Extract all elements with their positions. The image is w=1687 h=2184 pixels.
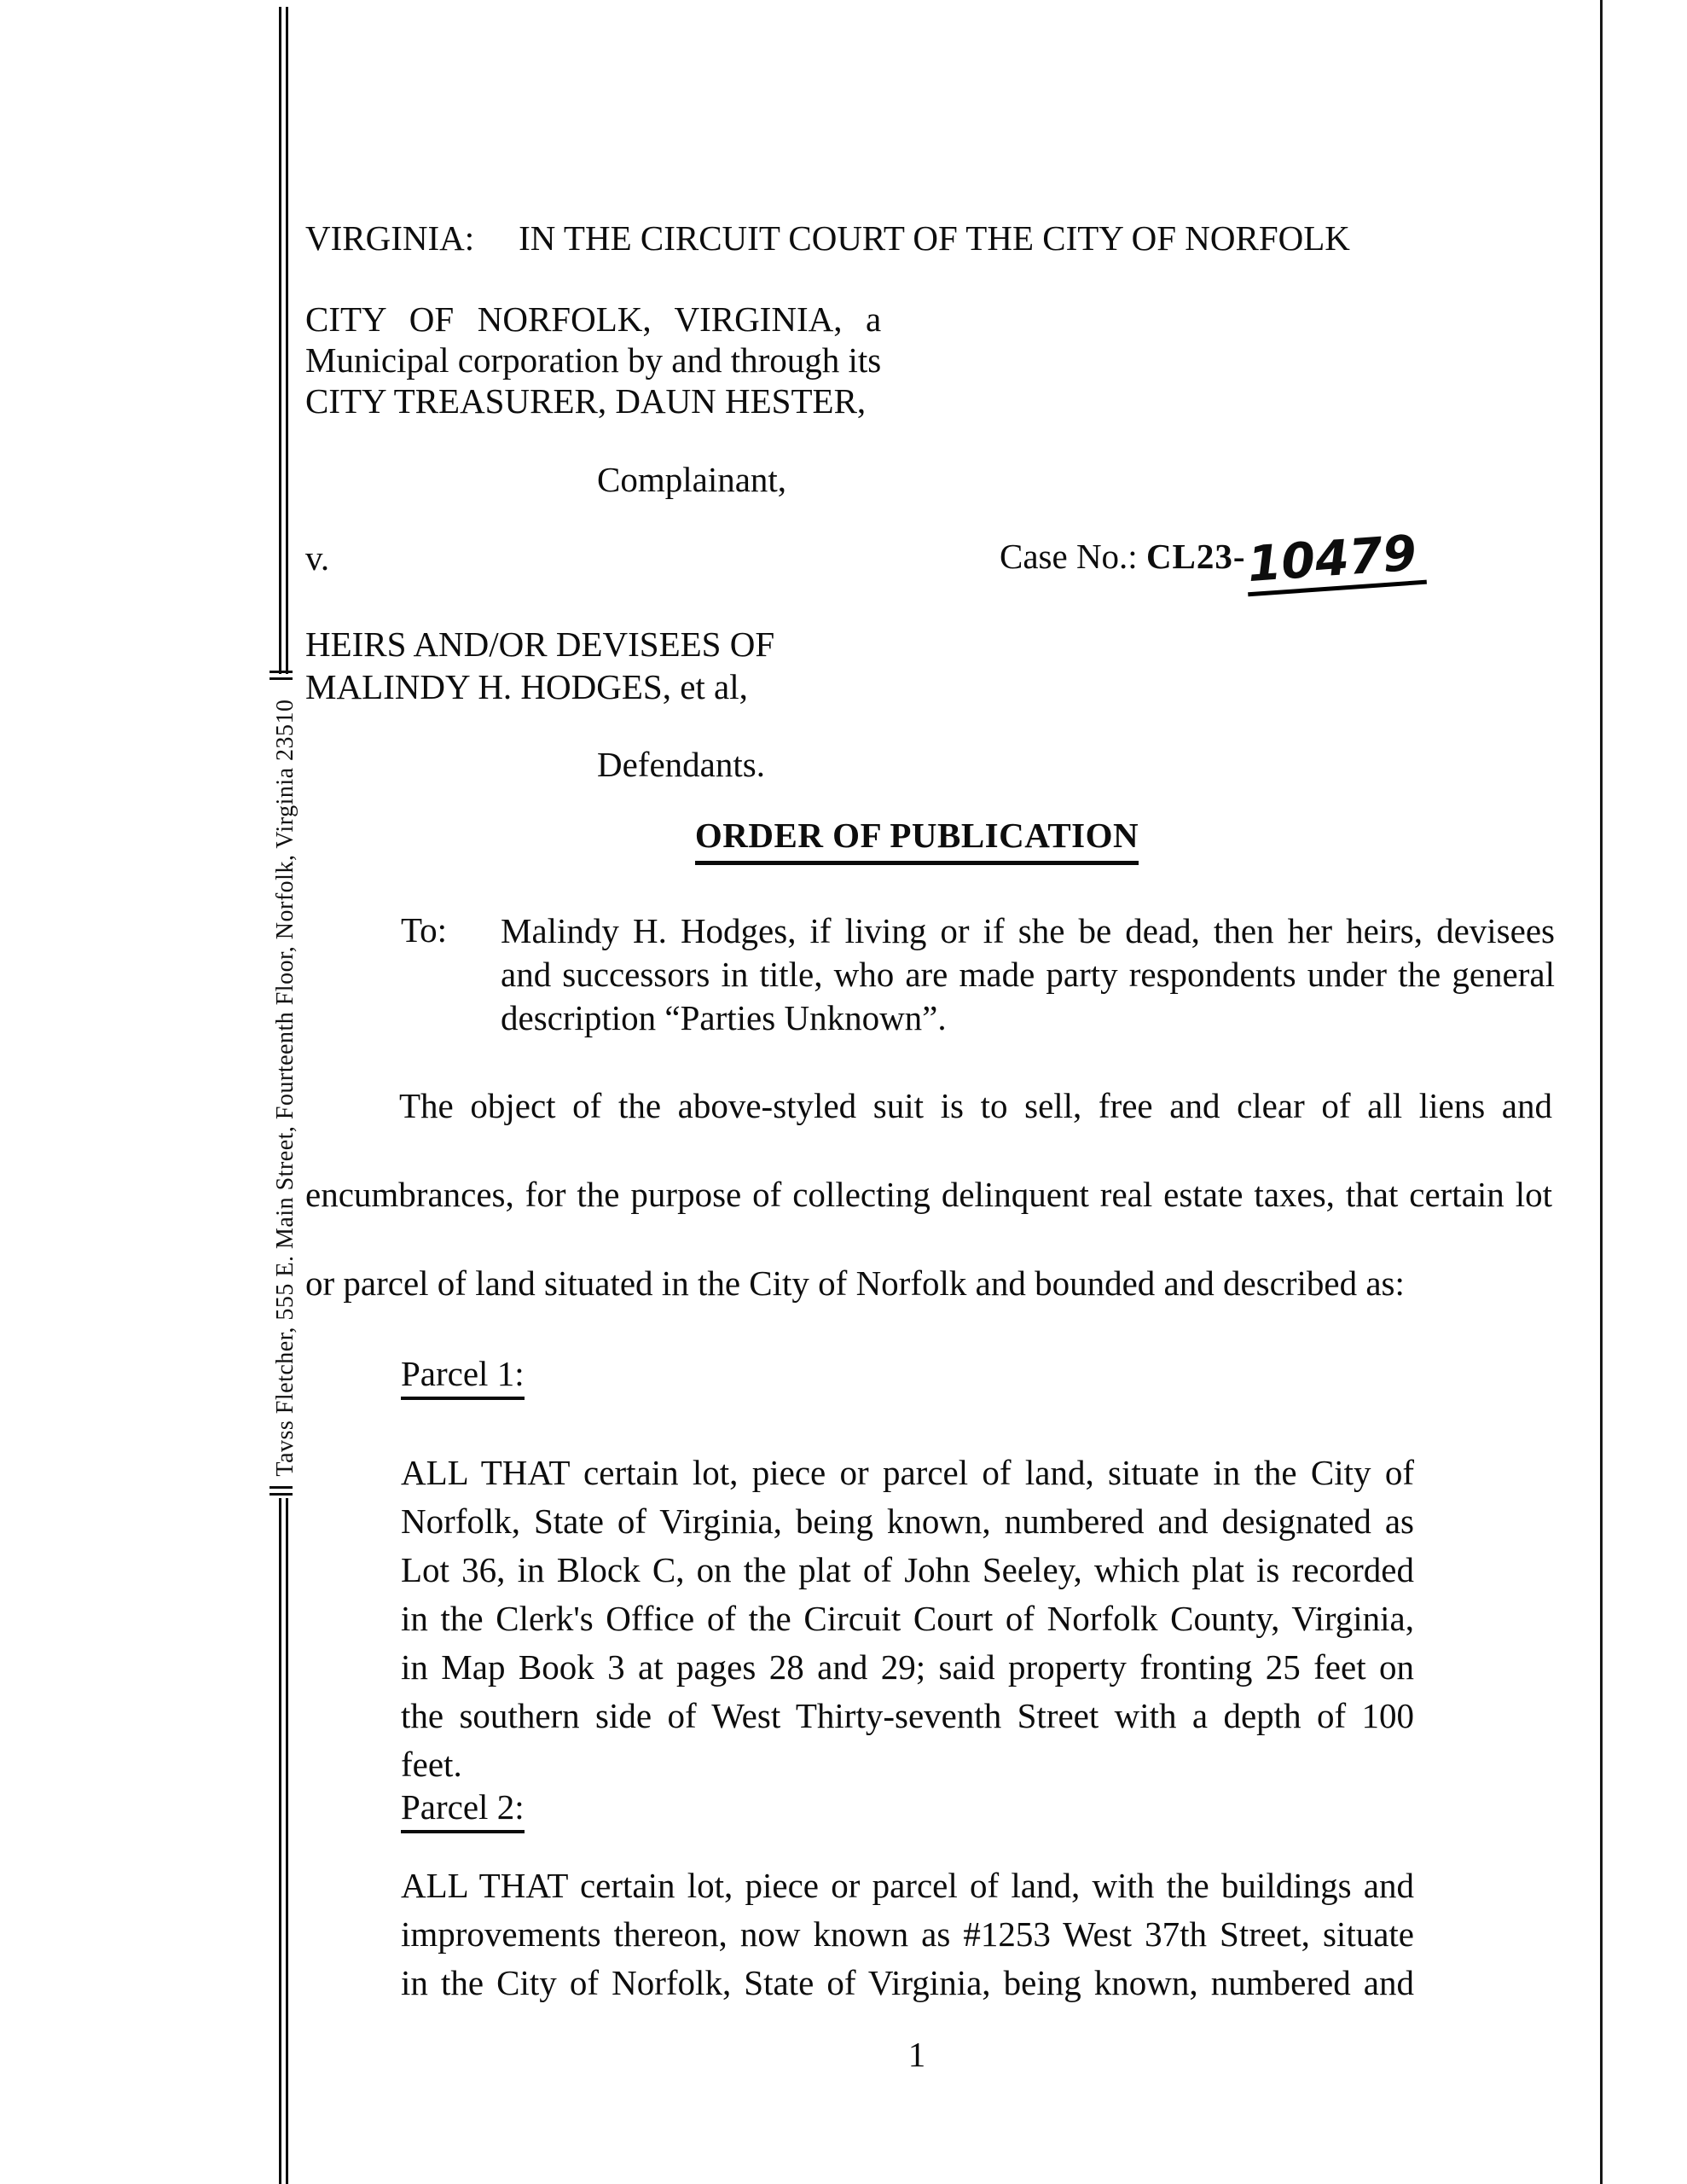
text-line: ALL THAT certain lot, piece or parcel of land, with the buildings and [401,1866,1414,1905]
defendants-label: Defendants. [597,745,765,784]
caption-state: VIRGINIA: [305,218,475,258]
rule-end-tick-top [270,671,293,680]
left-double-rule-lower [279,1498,288,2184]
complainant-label: Complainant, [597,460,787,499]
versus-label: v. [305,538,330,578]
left-double-rule-upper [279,7,288,674]
plaintiff-block [305,299,881,421]
defendant-block [305,623,774,708]
text-line: MALINDY H. HODGES, et al, [305,667,748,706]
parcel2-paragraph [401,1862,1414,2007]
parcel2-heading [401,1786,525,1833]
parcel1-heading-text: Parcel 1: [401,1353,525,1400]
text-line: HEIRS AND/OR DEVISEES OF [305,624,775,664]
text-line: The object of the above-styled suit is to sell, free and clear of all liens and [399,1086,1552,1125]
text-line: encumbrances, for the purpose of collecting delinquent real estate taxes, that certain lot [305,1175,1552,1214]
rule-end-tick-bottom [270,1486,293,1496]
right-margin-rule [1600,0,1603,2184]
order-title-text: ORDER OF PUBLICATION [695,815,1139,865]
law-firm-sidebar-text: Tavss Fletcher, 555 E. Main Street, Fourteenth Floor, Norfolk, Virginia 23510 [272,699,299,1477]
parcel1-heading [401,1353,525,1400]
case-number-prefix: CL23- [1145,537,1246,576]
text-line: in the City of Norfolk, State of Virginia, being known, numbered and [401,1963,1414,2002]
parcel2-heading-text: Parcel 2: [401,1786,525,1833]
page-number: 1 [907,2035,926,2074]
text-line: CITY OF NORFOLK, VIRGINIA, a [305,299,882,339]
text-line: in the Clerk's Office of the Circuit Court of Norfolk County, Virginia, [401,1599,1414,1638]
case-number-handwritten: 10479 [1244,530,1427,597]
text-line: improvements thereon, now known as #1253 West 37th Street, situate [401,1914,1414,1954]
text-line: Municipal corporation by and through its [305,340,882,380]
text-line: and successors in title, who are made party respondents under the general [501,955,1555,994]
text-line: Malindy H. Hodges, if living or if she be dead, then her heirs, devisees [501,911,1555,950]
text-line: Lot 36, in Block C, on the plat of John Seeley, which plat is recorded [401,1550,1414,1589]
text-line: or parcel of land situated in the City of Norfolk and bounded and described as: [305,1263,1405,1303]
case-number-label: Case No.: [1000,537,1146,576]
body-paragraph [305,1061,1552,1327]
parcel1-paragraph [401,1449,1414,1789]
text-line: CITY TREASURER, DAUN HESTER, [305,381,867,421]
case-number-line [1000,525,1425,594]
text-line: description “Parties Unknown”. [501,998,947,1037]
to-label: To: [401,910,448,950]
text-line: ALL THAT certain lot, piece or parcel of land, situate in the City of [401,1453,1414,1492]
text-line: in Map Book 3 at pages 28 and 29; said property fronting 25 feet on [401,1647,1414,1687]
to-block [401,909,1555,1040]
court-caption [305,218,1350,259]
text-line: feet. [401,1745,462,1784]
text-line: the southern side of West Thirty-seventh Street with a depth of 100 [401,1696,1414,1735]
caption-court: IN THE CIRCUIT COURT OF THE CITY OF NORFOLK [519,218,1350,258]
order-title [316,815,1518,865]
text-line: Norfolk, State of Virginia, being known, numbered and designated as [401,1502,1414,1541]
to-paragraph [501,909,1555,1040]
